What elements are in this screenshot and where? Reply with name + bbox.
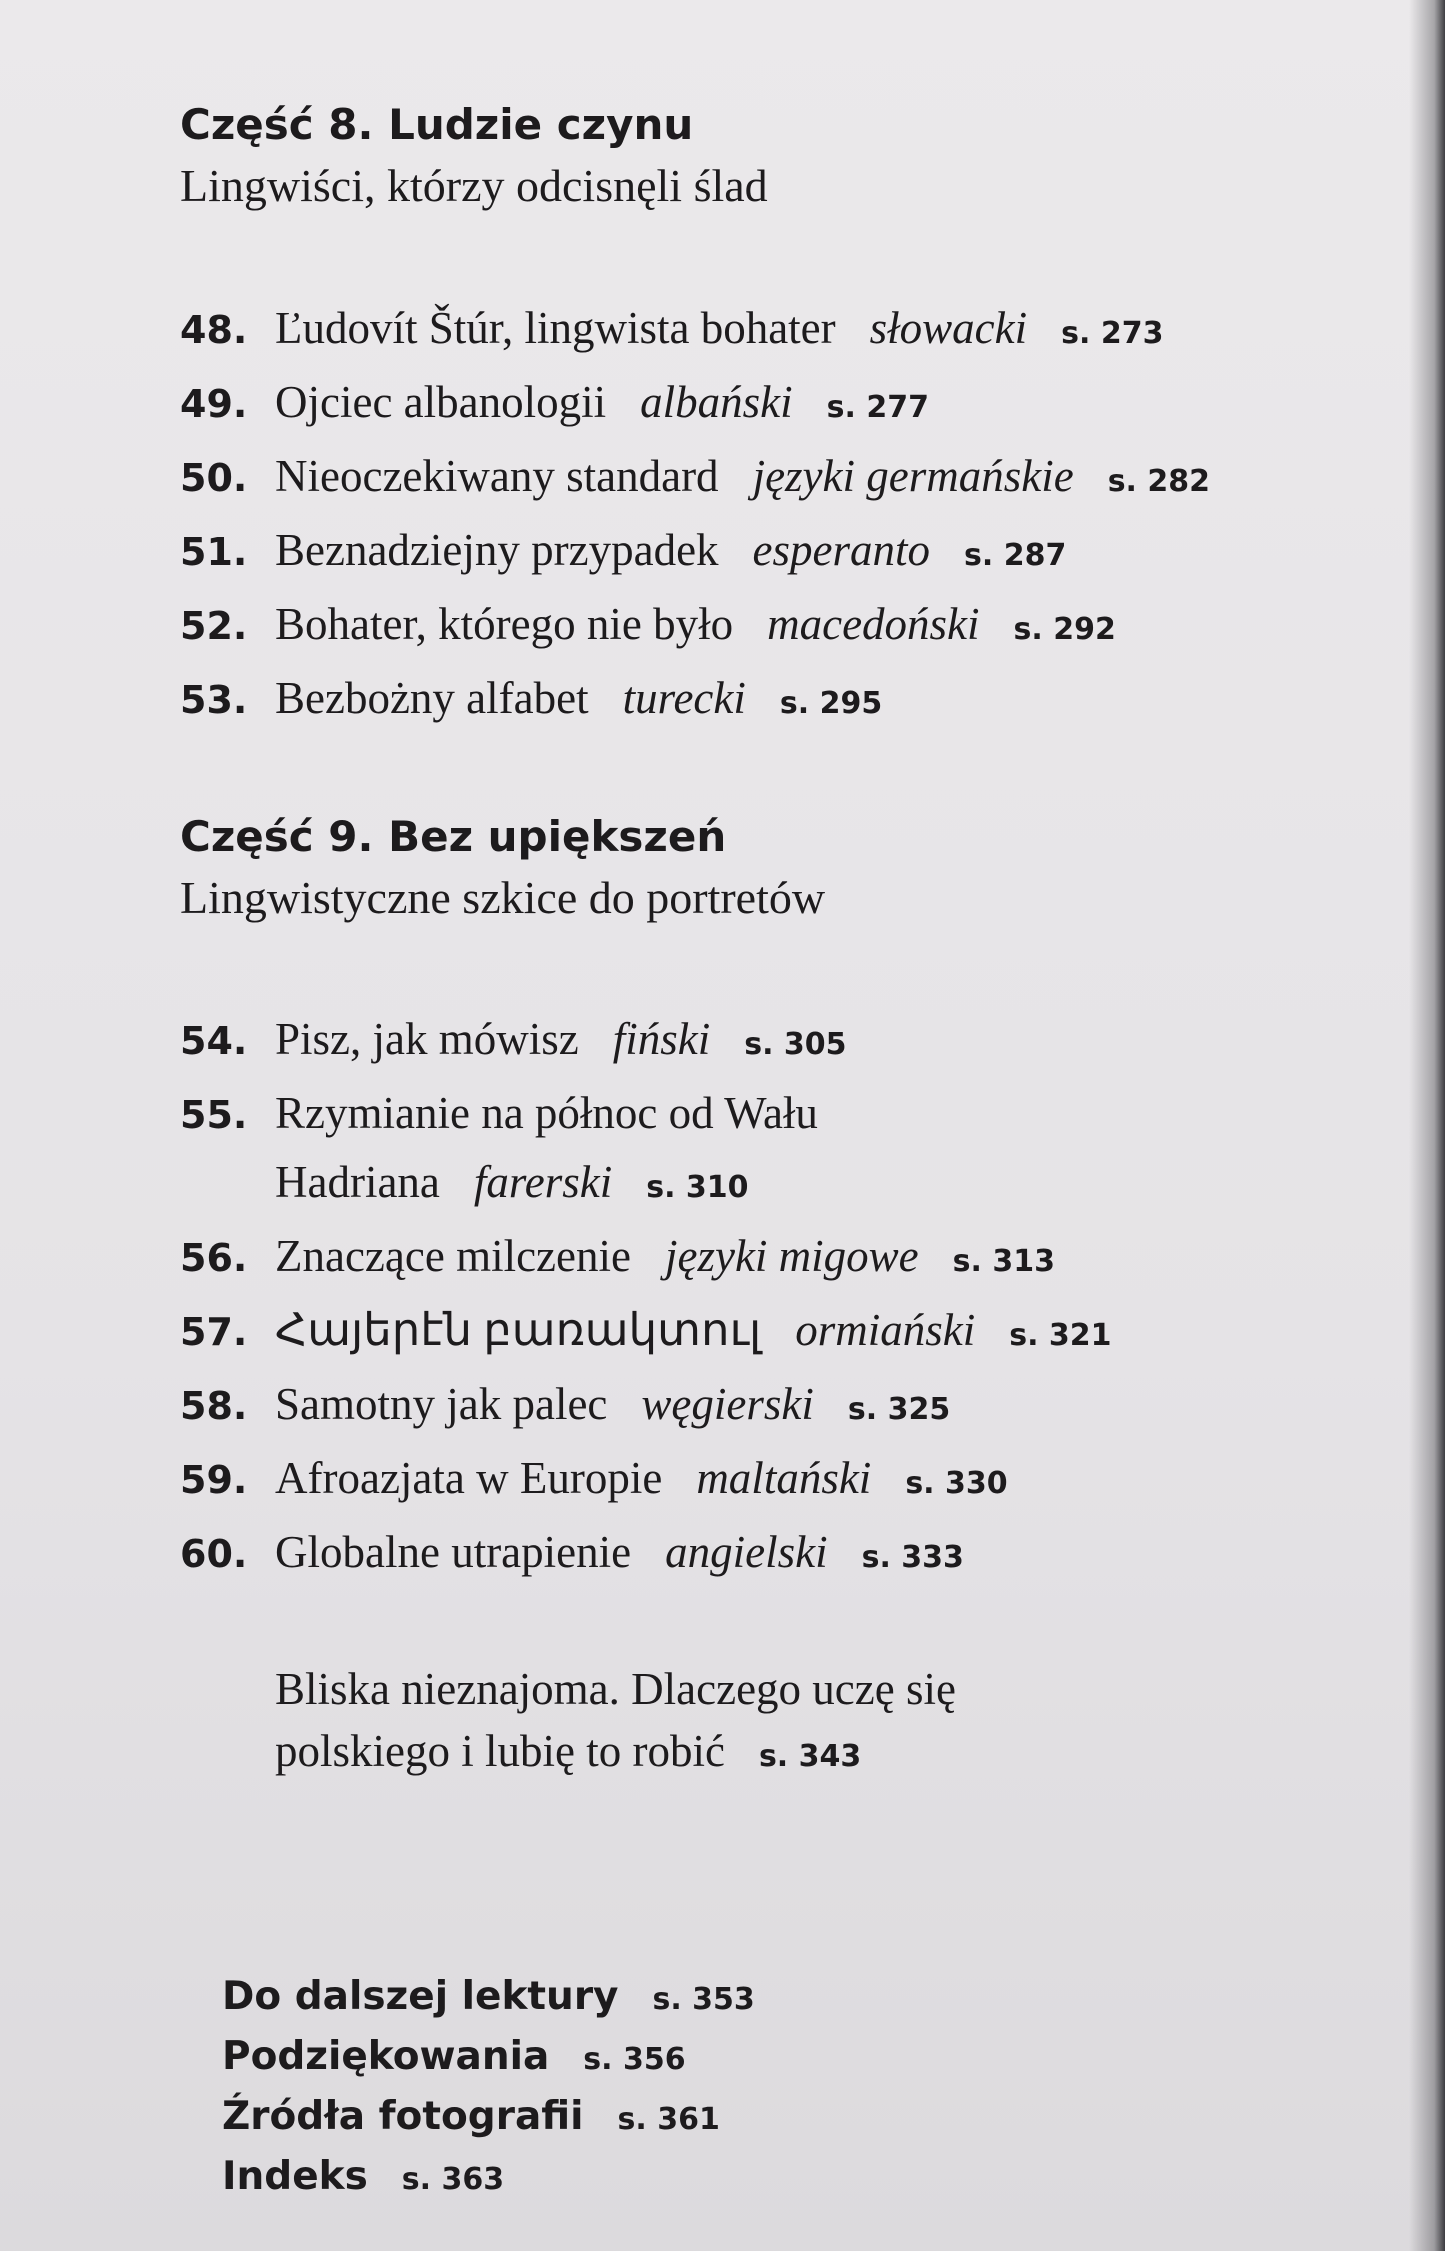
chapter-body (275, 1518, 1380, 1592)
chapter-number: 51. (180, 529, 248, 574)
chapter-page: s. 305 (744, 1027, 847, 1063)
chapter-51[interactable] (180, 516, 1380, 590)
chapter-56[interactable] (180, 1222, 1380, 1296)
chapter-body (275, 1005, 1380, 1079)
chapter-page: s. 321 (1009, 1318, 1112, 1354)
chapter-number: 60. (180, 1532, 248, 1577)
epilogue-entry[interactable] (275, 1658, 1380, 1788)
backmatter-photo-sources[interactable] (222, 2088, 1380, 2148)
epilogue-title-line-2: polskiego i lubię to robić (275, 1726, 725, 1777)
chapter-number: 57. (180, 1310, 248, 1355)
chapter-body (275, 590, 1380, 664)
chapter-language: węgierski (641, 1379, 814, 1430)
chapter-body (275, 1444, 1380, 1518)
chapter-number: 49. (180, 381, 248, 426)
backmatter-page: s. 353 (652, 1982, 755, 2018)
chapter-number: 50. (180, 455, 248, 500)
backmatter-index[interactable] (222, 2148, 1380, 2208)
part-9-section (180, 812, 1380, 1593)
chapter-language: angielski (665, 1527, 828, 1578)
chapter-48[interactable] (180, 294, 1380, 368)
chapter-49[interactable] (180, 368, 1380, 442)
chapter-title-line-1: Rzymianie na północ od Wału (275, 1088, 818, 1139)
chapter-number: 56. (180, 1236, 248, 1281)
chapter-number: 59. (180, 1458, 248, 1503)
chapter-title: Pisz, jak mówisz (275, 1014, 579, 1065)
chapter-title: Globalne utrapienie (275, 1527, 632, 1578)
chapter-language: fiński (612, 1014, 711, 1065)
chapter-language: słowacki (869, 302, 1028, 353)
chapter-language: języki migowe (664, 1231, 919, 1282)
chapter-title-line-2: Hadriana (275, 1157, 440, 1208)
backmatter-further-reading[interactable] (222, 1968, 1380, 2028)
chapter-page: s. 330 (905, 1466, 1008, 1502)
chapter-number: 54. (180, 1019, 248, 1064)
chapter-page: s. 292 (1013, 611, 1116, 647)
chapter-body (275, 1296, 1380, 1370)
chapter-body (275, 368, 1380, 442)
chapter-language: albański (640, 376, 793, 427)
backmatter-title: Źródła fotografii (222, 2094, 584, 2140)
chapter-body (275, 664, 1380, 738)
chapter-body (275, 1079, 1380, 1222)
backmatter-page: s. 361 (617, 2102, 720, 2138)
chapter-60[interactable] (180, 1518, 1380, 1592)
part-8-title: Część 8. Ludzie czynu (180, 100, 694, 149)
chapter-language: języki germańskie (752, 450, 1074, 501)
chapter-55[interactable] (180, 1079, 1380, 1222)
chapter-53[interactable] (180, 664, 1380, 738)
chapter-title: Ľudovít Štúr, lingwista bohater (275, 302, 836, 353)
table-of-contents (180, 100, 1380, 2208)
chapter-body (275, 294, 1380, 368)
chapter-body (275, 1222, 1380, 1296)
chapter-language: turecki (622, 672, 746, 723)
chapter-title: Nieoczekiwany standard (275, 450, 719, 501)
chapter-page: s. 333 (861, 1540, 964, 1576)
backmatter-list (222, 1968, 1380, 2208)
epilogue-page: s. 343 (758, 1739, 862, 1775)
chapter-59[interactable] (180, 1444, 1380, 1518)
chapter-number: 58. (180, 1384, 248, 1429)
chapter-language: macedoński (767, 598, 980, 649)
chapter-number: 55. (180, 1093, 248, 1138)
part-8-chapter-list (180, 294, 1380, 738)
chapter-title: Bohater, którego nie było (275, 598, 734, 649)
chapter-57[interactable] (180, 1296, 1380, 1370)
chapter-language: maltański (696, 1453, 872, 1504)
page-edge-shadow (1409, 0, 1445, 2251)
backmatter-title: Podziękowania (222, 2034, 550, 2080)
chapter-number: 48. (180, 307, 248, 352)
chapter-title: Հայերէն բառակտուլ (275, 1305, 762, 1356)
backmatter-page: s. 356 (583, 2042, 686, 2078)
chapter-page: s. 325 (847, 1392, 951, 1428)
chapter-52[interactable] (180, 590, 1380, 664)
chapter-54[interactable] (180, 1005, 1380, 1079)
chapter-language: esperanto (752, 524, 931, 575)
epilogue-title-line-1: Bliska nieznajoma. Dlaczego uczę się (275, 1664, 956, 1715)
chapter-language: farerski (473, 1157, 613, 1208)
chapter-number: 53. (180, 677, 248, 722)
chapter-page: s. 310 (646, 1170, 749, 1206)
part-9-title: Część 9. Bez upiększeń (180, 811, 727, 861)
part-9-subtitle: Lingwistyczne szkice do portretów (180, 871, 826, 923)
backmatter-page: s. 363 (401, 2162, 505, 2198)
part-8-section (180, 100, 1380, 738)
chapter-page: s. 277 (826, 389, 929, 425)
backmatter-title: Do dalszej lektury (222, 1974, 619, 2020)
chapter-page: s. 273 (1061, 315, 1164, 351)
chapter-50[interactable] (180, 442, 1380, 516)
chapter-page: s. 287 (964, 537, 1067, 573)
chapter-title: Beznadziejny przypadek (275, 524, 719, 575)
chapter-body (275, 516, 1380, 590)
chapter-title: Bezbożny alfabet (275, 672, 589, 723)
chapter-title: Samotny jak palec (275, 1379, 608, 1430)
chapter-body (275, 1370, 1380, 1444)
chapter-page: s. 313 (952, 1244, 1055, 1280)
chapter-58[interactable] (180, 1370, 1380, 1444)
backmatter-acknowledgements[interactable] (222, 2028, 1380, 2088)
backmatter-title: Indeks (222, 2154, 368, 2200)
part-9-chapter-list (180, 1005, 1380, 1592)
chapter-title: Afroazjata w Europie (275, 1453, 663, 1504)
chapter-number: 52. (180, 603, 248, 648)
chapter-title: Znaczące milczenie (275, 1231, 631, 1282)
chapter-title: Ojciec albanologii (275, 376, 607, 427)
part-8-subtitle: Lingwiści, którzy odcisnęli ślad (180, 160, 768, 212)
chapter-body (275, 442, 1380, 516)
chapter-language: ormiański (795, 1305, 976, 1356)
chapter-page: s. 282 (1107, 463, 1211, 499)
chapter-page: s. 295 (779, 685, 883, 721)
